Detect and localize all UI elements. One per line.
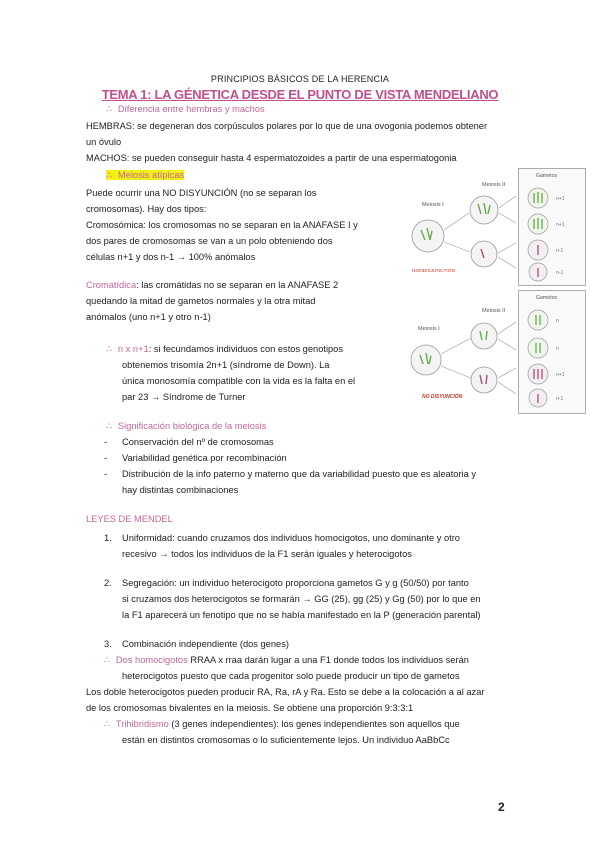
figure-label: Meiosis II bbox=[482, 182, 506, 188]
paragraph-line: están en distintos cromosomas o lo suficientemente lejos. Un individuo AaBbCc bbox=[122, 735, 450, 745]
bullet-line bbox=[106, 342, 343, 357]
law-text: la F1 aparecerá un fenotipo que no se había manifestado en la P (generación parental) bbox=[122, 610, 481, 620]
term-description: RRAA x rraa darán lugar a una F1 donde todos los individuos serán bbox=[187, 655, 469, 665]
list-item-text: Variabilidad genética por recombinación bbox=[122, 453, 287, 463]
therefore-symbol: ∴ bbox=[106, 104, 112, 114]
term-trihibridismo: Trihibridismo bbox=[115, 719, 169, 729]
term-description: : si fecundamos individuos con estos genotipos bbox=[148, 344, 344, 354]
heading-text: Diferencia entre hembras y machos bbox=[117, 104, 265, 114]
list-item bbox=[104, 467, 107, 482]
paragraph-line: obtenemos trisomía 2n+1 (síndrome de Down). La bbox=[122, 360, 330, 370]
term-description: : las cromátidas no se separan en la ANAFASE 2 bbox=[136, 280, 339, 290]
paragraph-line: par 23 → Síndrome de Turner bbox=[122, 392, 246, 402]
figure-nondisjunction-meiosis1 bbox=[404, 168, 520, 278]
section-heading-mendel: LEYES DE MENDEL bbox=[86, 514, 173, 524]
paragraph-line bbox=[86, 278, 338, 293]
figure-label: Meiosis II bbox=[482, 308, 506, 314]
law-text: recesivo → todos los individuos de la F1 serán iguales y heterocigotos bbox=[122, 549, 412, 559]
term-nxn1: n x n+1 bbox=[117, 344, 149, 354]
paragraph-line: células n+1 y dos n-1 → 100% anómalos bbox=[86, 252, 256, 262]
bullet-line bbox=[104, 717, 460, 732]
heading-text: Significación biológica de la meiosis bbox=[117, 421, 267, 431]
law-text: Uniformidad: cuando cruzamos dos individuos homocigotos, uno dominante y otro bbox=[122, 533, 460, 543]
therefore-symbol: ∴ bbox=[104, 655, 110, 665]
document-subtitle: PRINCIPIOS BÁSICOS DE LA HERENCIA bbox=[210, 74, 390, 84]
paragraph-line: dos pares de cromosomas se van a un polo obteniendo dos bbox=[86, 236, 333, 246]
paragraph-line: Puede ocurrir una NO DISYUNCIÓN (no se separan los bbox=[86, 188, 317, 198]
paragraph-line: heterocigotos puesto que cada progenitor solo puede producir un tipo de gametos bbox=[122, 671, 460, 681]
law-text: si cruzamos dos heterocigotos se formarán → GG (25), gg (25) y Gg (50) por lo que en bbox=[122, 594, 481, 604]
section-heading-atypical-meiosis bbox=[106, 168, 184, 183]
paragraph-line: MACHOS: se pueden conseguir hasta 4 espermatozoides a partir de una espermatogonia bbox=[86, 153, 457, 163]
figure-gametes-2 bbox=[518, 290, 584, 412]
term-homocigotos: Dos homocigotos bbox=[115, 655, 188, 665]
law-number: 2. bbox=[104, 578, 112, 588]
therefore-symbol: ∴ bbox=[106, 170, 112, 180]
paragraph-line: Los doble heterocigotos pueden producir RA, Ra, rA y Ra. Esto se debe a la colocación a al azar bbox=[86, 687, 485, 697]
figure-caption: NO DISYUNCIÓN bbox=[422, 394, 463, 400]
gamete-label: n-1 bbox=[556, 396, 564, 402]
paragraph-line: quedando la mitad de gametos normales y la otra mitad bbox=[86, 296, 316, 306]
page-number: 2 bbox=[498, 800, 505, 814]
paragraph-line: Cromosómica: los cromosomas no se separan en la ANAFASE I y bbox=[86, 220, 358, 230]
gamete-label: n+1 bbox=[556, 222, 565, 228]
law-text: Combinación independiente (dos genes) bbox=[122, 639, 289, 649]
bullet-line bbox=[104, 653, 469, 668]
figure-label: Meiosis I bbox=[422, 202, 444, 208]
paragraph-line: HEMBRAS: se degeneran dos corpúsculos polares por lo que de una ovogonia podemos obtener bbox=[86, 121, 488, 131]
paragraph-line: de los cromosomas bivalentes en la meiosis. Se obtiene una proporción 9:3:3:1 bbox=[86, 703, 414, 713]
gametes-label: Gametos bbox=[536, 295, 558, 301]
list-item-text: hay distintas combinaciones bbox=[122, 485, 239, 495]
term-cromatidica: Cromatídica bbox=[86, 280, 137, 290]
gamete-label: n-1 bbox=[556, 248, 564, 254]
list-dash: - bbox=[104, 453, 108, 463]
list-dash: - bbox=[104, 469, 108, 479]
therefore-symbol: ∴ bbox=[104, 719, 110, 729]
list-item bbox=[104, 451, 107, 466]
figure-nondisjunction-meiosis2 bbox=[404, 290, 520, 410]
gamete-label: n bbox=[556, 318, 559, 324]
gamete-label: n-1 bbox=[556, 270, 564, 276]
term-description: (3 genes independientes): los genes independientes son aquellos que bbox=[168, 719, 460, 729]
gametes-label: Gametos bbox=[536, 173, 558, 179]
law-text: Segregación: un individuo heterocigoto proporciona gametos G y g (50/50) por tanto bbox=[122, 578, 469, 588]
section-heading-differences bbox=[106, 102, 265, 117]
list-dash: - bbox=[104, 437, 108, 447]
document-title: TEMA 1: LA GÉNETICA DESDE EL PUNTO DE VISTA MENDELIANO bbox=[101, 87, 499, 102]
paragraph-line: cromosomas). Hay dos tipos: bbox=[86, 204, 207, 214]
gamete-label: n+1 bbox=[556, 196, 565, 202]
therefore-symbol: ∴ bbox=[106, 344, 112, 354]
gamete-label: n+1 bbox=[556, 372, 565, 378]
list-item bbox=[104, 435, 107, 450]
list-item-text: Conservación del nº de cromosomas bbox=[122, 437, 274, 447]
law-number: 1. bbox=[104, 533, 112, 543]
gamete-label: n bbox=[556, 346, 559, 352]
paragraph-line: anómalos (uno n+1 y otro n-1) bbox=[86, 312, 211, 322]
paragraph-line: única monosomía compatible con la vida es la falta en el bbox=[122, 376, 356, 386]
heading-text: Meiosis atípicas bbox=[117, 170, 185, 180]
law-number: 3. bbox=[104, 639, 112, 649]
list-item-text: Distribución de la info paterno y materno que da variabilidad puesto que es aleatoria y bbox=[122, 469, 477, 479]
figure-gametes-1 bbox=[518, 168, 584, 284]
figure-caption: NONDISJUNCTION bbox=[412, 269, 455, 274]
therefore-symbol: ∴ bbox=[106, 421, 112, 431]
figure-label: Meiosis I bbox=[418, 326, 440, 332]
paragraph-line: un óvulo bbox=[86, 137, 122, 147]
section-heading-significance bbox=[106, 419, 266, 434]
